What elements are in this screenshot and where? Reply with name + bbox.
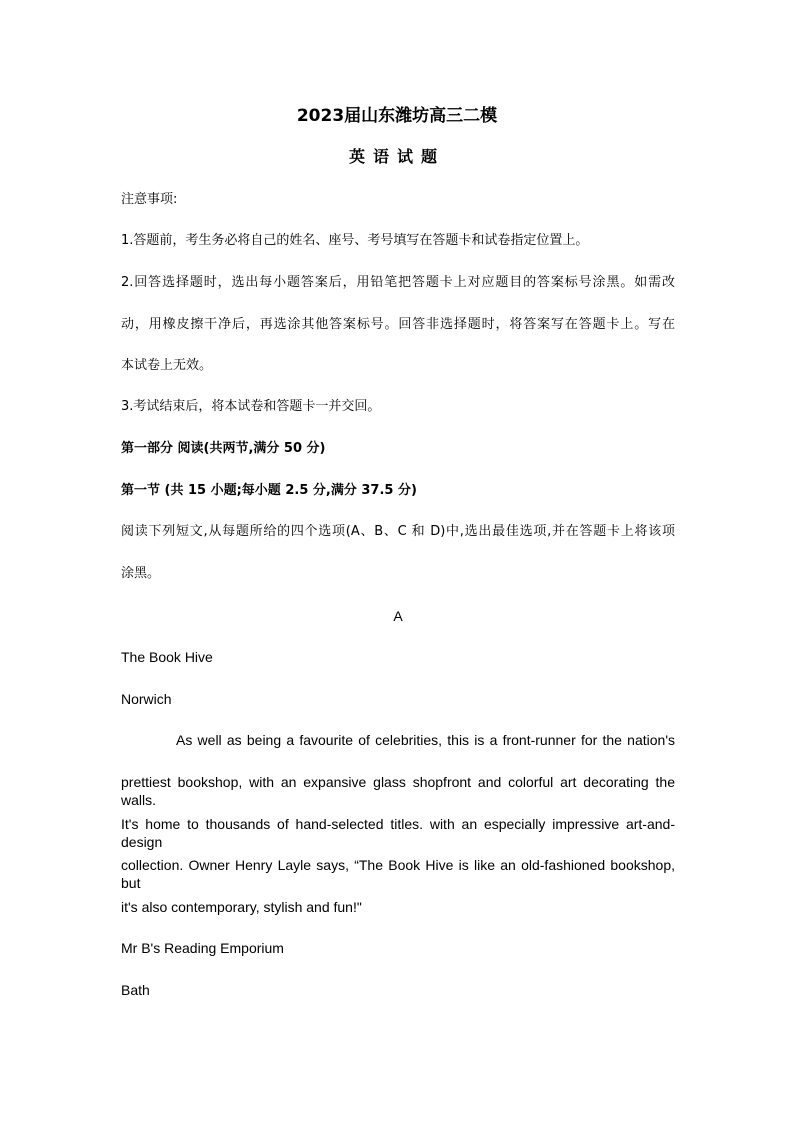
notes-item-3: 3.考试结束后，将本试卷和答题卡一并交回。	[121, 399, 381, 414]
paragraph-line-4: collection. Owner Henry Layle says, “The Book Hive is like an old-fashioned bookshop, but	[121, 857, 675, 891]
notes-item-2-line-3: 本试卷上无效。	[121, 358, 213, 373]
passage-label: A	[393, 608, 403, 624]
shop-name-mr-b: Mr B's Reading Emporium	[121, 940, 284, 956]
section-one-heading: 第一节 (共 15 小题;每小题 2.5 分,满分 37.5 分)	[121, 483, 417, 498]
paragraph-line-2: prettiest bookshop, with an expansive glass shopfront and colorful art decorating the walls.	[121, 774, 675, 808]
shop-city-bath: Bath	[121, 982, 150, 998]
paragraph-line-5: it's also contemporary, stylish and fun!"	[121, 899, 362, 915]
notes-item-2-line-2: 动，用橡皮擦干净后，再选涂其他答案标号。回答非选择题时，将答案写在答题卡上。写在	[121, 317, 675, 332]
paragraph-line-1: As well as being a favourite of celebrities, this is a front-runner for the nation's	[176, 732, 675, 748]
part-one-heading: 第一部分 阅读(共两节,满分 50 分)	[121, 441, 326, 456]
instruction-line-2: 涂黑。	[121, 566, 161, 581]
instruction-line-1: 阅读下列短文,从每题所给的四个选项(A、B、C 和 D)中,选出最佳选项,并在答题卡上将该项	[121, 524, 675, 539]
exam-subtitle: 英语试题	[348, 147, 445, 166]
notes-item-1: 1.答题前，考生务必将自己的姓名、座号、考号填写在答题卡和试卷指定位置上。	[121, 233, 589, 248]
shop-name-book-hive: The Book Hive	[121, 649, 213, 665]
paragraph-line-3: It's home to thousands of hand-selected titles. with an especially impressive art-and-design	[121, 816, 675, 850]
notes-item-2-line-1: 2.回答选择题时，选出每小题答案后，用铅笔把答题卡上对应题目的答案标号涂黑。如需改	[121, 275, 675, 290]
notes-heading: 注意事项:	[121, 192, 178, 207]
shop-city-norwich: Norwich	[121, 691, 172, 707]
exam-title: 2023届山东潍坊高三二模	[296, 106, 498, 126]
